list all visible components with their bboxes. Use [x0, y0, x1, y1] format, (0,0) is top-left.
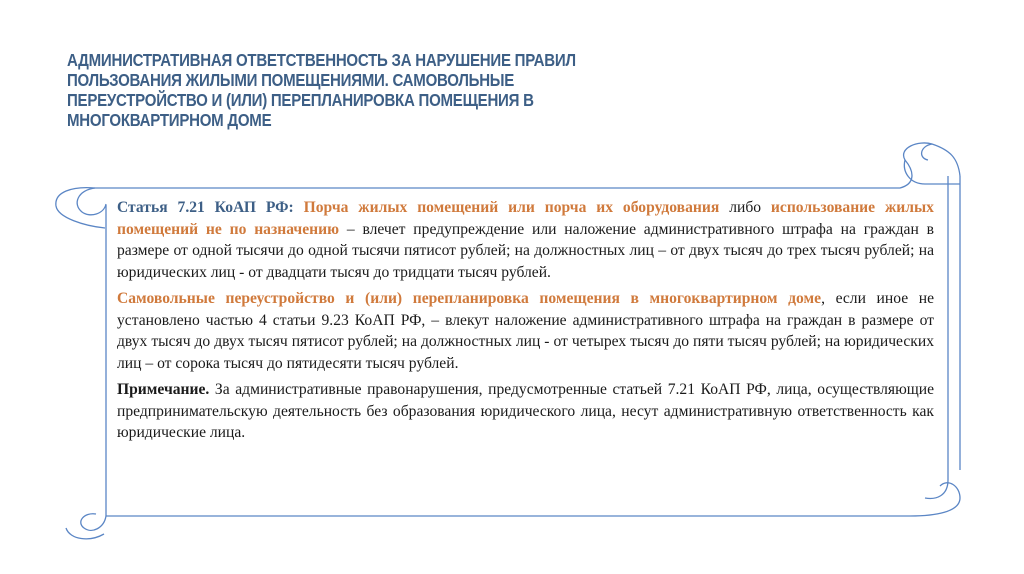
article-reference: Статья 7.21 КоАП РФ:: [117, 199, 294, 216]
slide-title-line: АДМИНИСТРАТИВНАЯ ОТВЕТСТВЕННОСТЬ ЗА НАРУШЕНИЕ ПРАВИЛ: [67, 50, 576, 70]
offense-highlight: использование жилых помещений не по назначению: [117, 199, 934, 238]
slide-title-line: ПОЛЬЗОВАНИЯ ЖИЛЫМИ ПОМЕЩЕНИЯМИ. САМОВОЛЬНЫЕ: [67, 70, 515, 90]
redevelopment-paragraph: [117, 288, 934, 374]
law-text-block: [117, 197, 934, 449]
note-label: Примечание.: [117, 381, 210, 398]
article-paragraph: [117, 197, 934, 283]
paragraph-text: либо: [719, 199, 771, 216]
offense-highlight: Порча жилых помещений или порча их оборудования: [303, 199, 720, 216]
slide-title-line: ПЕРЕУСТРОЙСТВО И (ИЛИ) ПЕРЕПЛАНИРОВКА ПОМЕЩЕНИЯ В: [67, 90, 534, 110]
note-paragraph: [117, 379, 934, 444]
paragraph-text: , если иное не установлено частью 4 статьи 9.23 КоАП РФ, – влекут наложение административного штрафа на граждан в размере от двух тысяч до двух тысяч пятисот рублей; на должностных лиц - от четырех тысяч до пяти тысяч рублей; на юридических лиц – от сорока тысяч до пятидесяти тысяч рублей.: [117, 290, 935, 372]
paragraph-text: – влечет предупреждение или наложение административного штрафа на граждан в размере от одной тысячи до одной тысячи пятисот рублей; на должностных лиц – от двух тысяч до трех тысяч рублей; на юридических лиц - от двадцати тысяч до тридцати тысяч рублей.: [117, 220, 934, 281]
paragraph-text: За административные правонарушения, предусмотренные статьей 7.21 КоАП РФ, лица, осуществляющие предпринимательскую деятельность без образования юридического лица, несут административную ответственность как юридические лица.: [117, 381, 934, 441]
offense-highlight: Самовольные переустройство и (или) перепланировка помещения в многоквартирном доме: [117, 290, 822, 307]
slide-title-line: МНОГОКВАРТИРНОМ ДОМЕ: [67, 110, 272, 130]
